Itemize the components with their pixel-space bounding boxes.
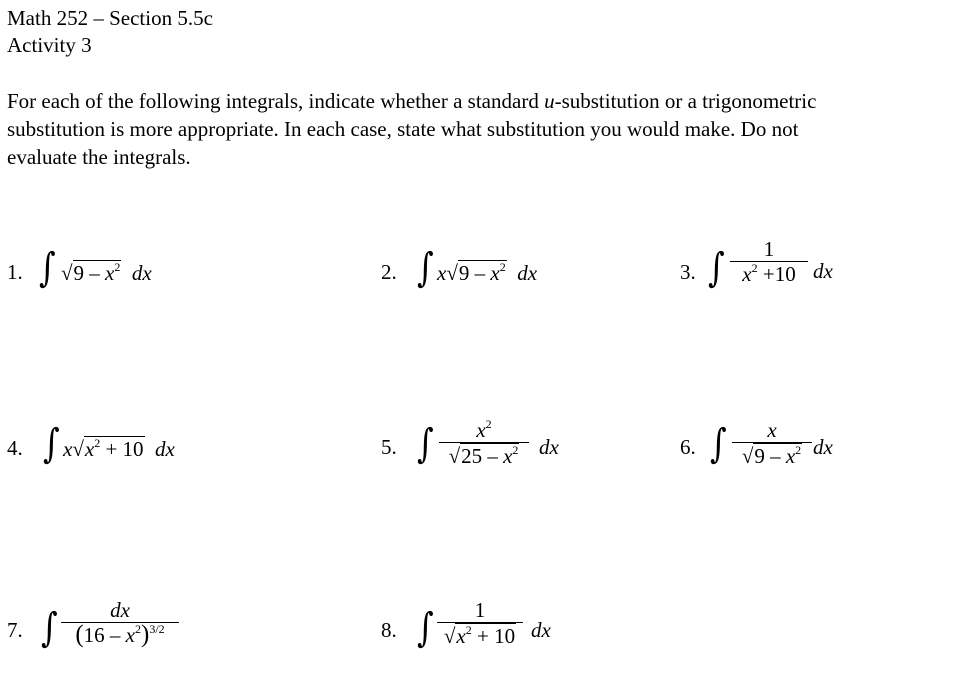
instructions-line-2: substitution is more appropriate. In each case, state what substitution you would make. Do not [7, 117, 799, 141]
problem-2: 2. ∫ $x√9 - x^2$ dx [381, 245, 538, 291]
problem-number: 1. [7, 260, 23, 284]
problem-4: 4. ∫ $x√x^2 + 10$ dx [7, 421, 175, 467]
instructions-line-3: evaluate the integrals. [7, 145, 191, 169]
activity-title: Activity 3 [7, 33, 92, 57]
integral-sign-icon: ∫ [41, 605, 58, 651]
problem-number: 8. [381, 618, 397, 642]
problem-number: 2. [381, 260, 397, 284]
integral-sign-icon: ∫ [708, 245, 725, 291]
integral-sign-icon: ∫ [710, 421, 727, 467]
problem-5: 5. ∫ $x^2$ $√25 - x^2$ dx [381, 417, 559, 468]
problem-6: 6. ∫ x $√9 - x^2$ dx [680, 418, 833, 468]
integral-sign-icon: ∫ [417, 245, 434, 291]
problem-number: 7. [7, 618, 23, 642]
problem-number: 3. [680, 260, 696, 284]
problem-number: 6. [680, 435, 696, 459]
integral-sign-icon: ∫ [417, 605, 434, 651]
course-title: Math 252 – Section 5.5c [7, 6, 213, 30]
problem-number: 5. [381, 435, 397, 459]
integral-sign-icon: ∫ [417, 421, 434, 467]
integral-sign-icon: ∫ [43, 421, 60, 467]
problem-1: 1. ∫ $√9 - x^2$ dx [7, 245, 152, 291]
problem-3: 3. ∫ 1 $x^2 +10$ dx [680, 237, 833, 291]
integral-sign-icon: ∫ [39, 245, 56, 291]
instructions [7, 87, 969, 171]
problem-8: 8. ∫ 1 $√x^2 + 10$ dx [381, 598, 551, 651]
problem-number: 4. [7, 436, 23, 460]
instructions-line-1: For each of the following integrals, indicate whether a standard u-substitution or a trigonometric [7, 89, 817, 113]
problem-7: 7. ∫ dx $(16 - x^2)^{3/2}$ [7, 598, 227, 673]
